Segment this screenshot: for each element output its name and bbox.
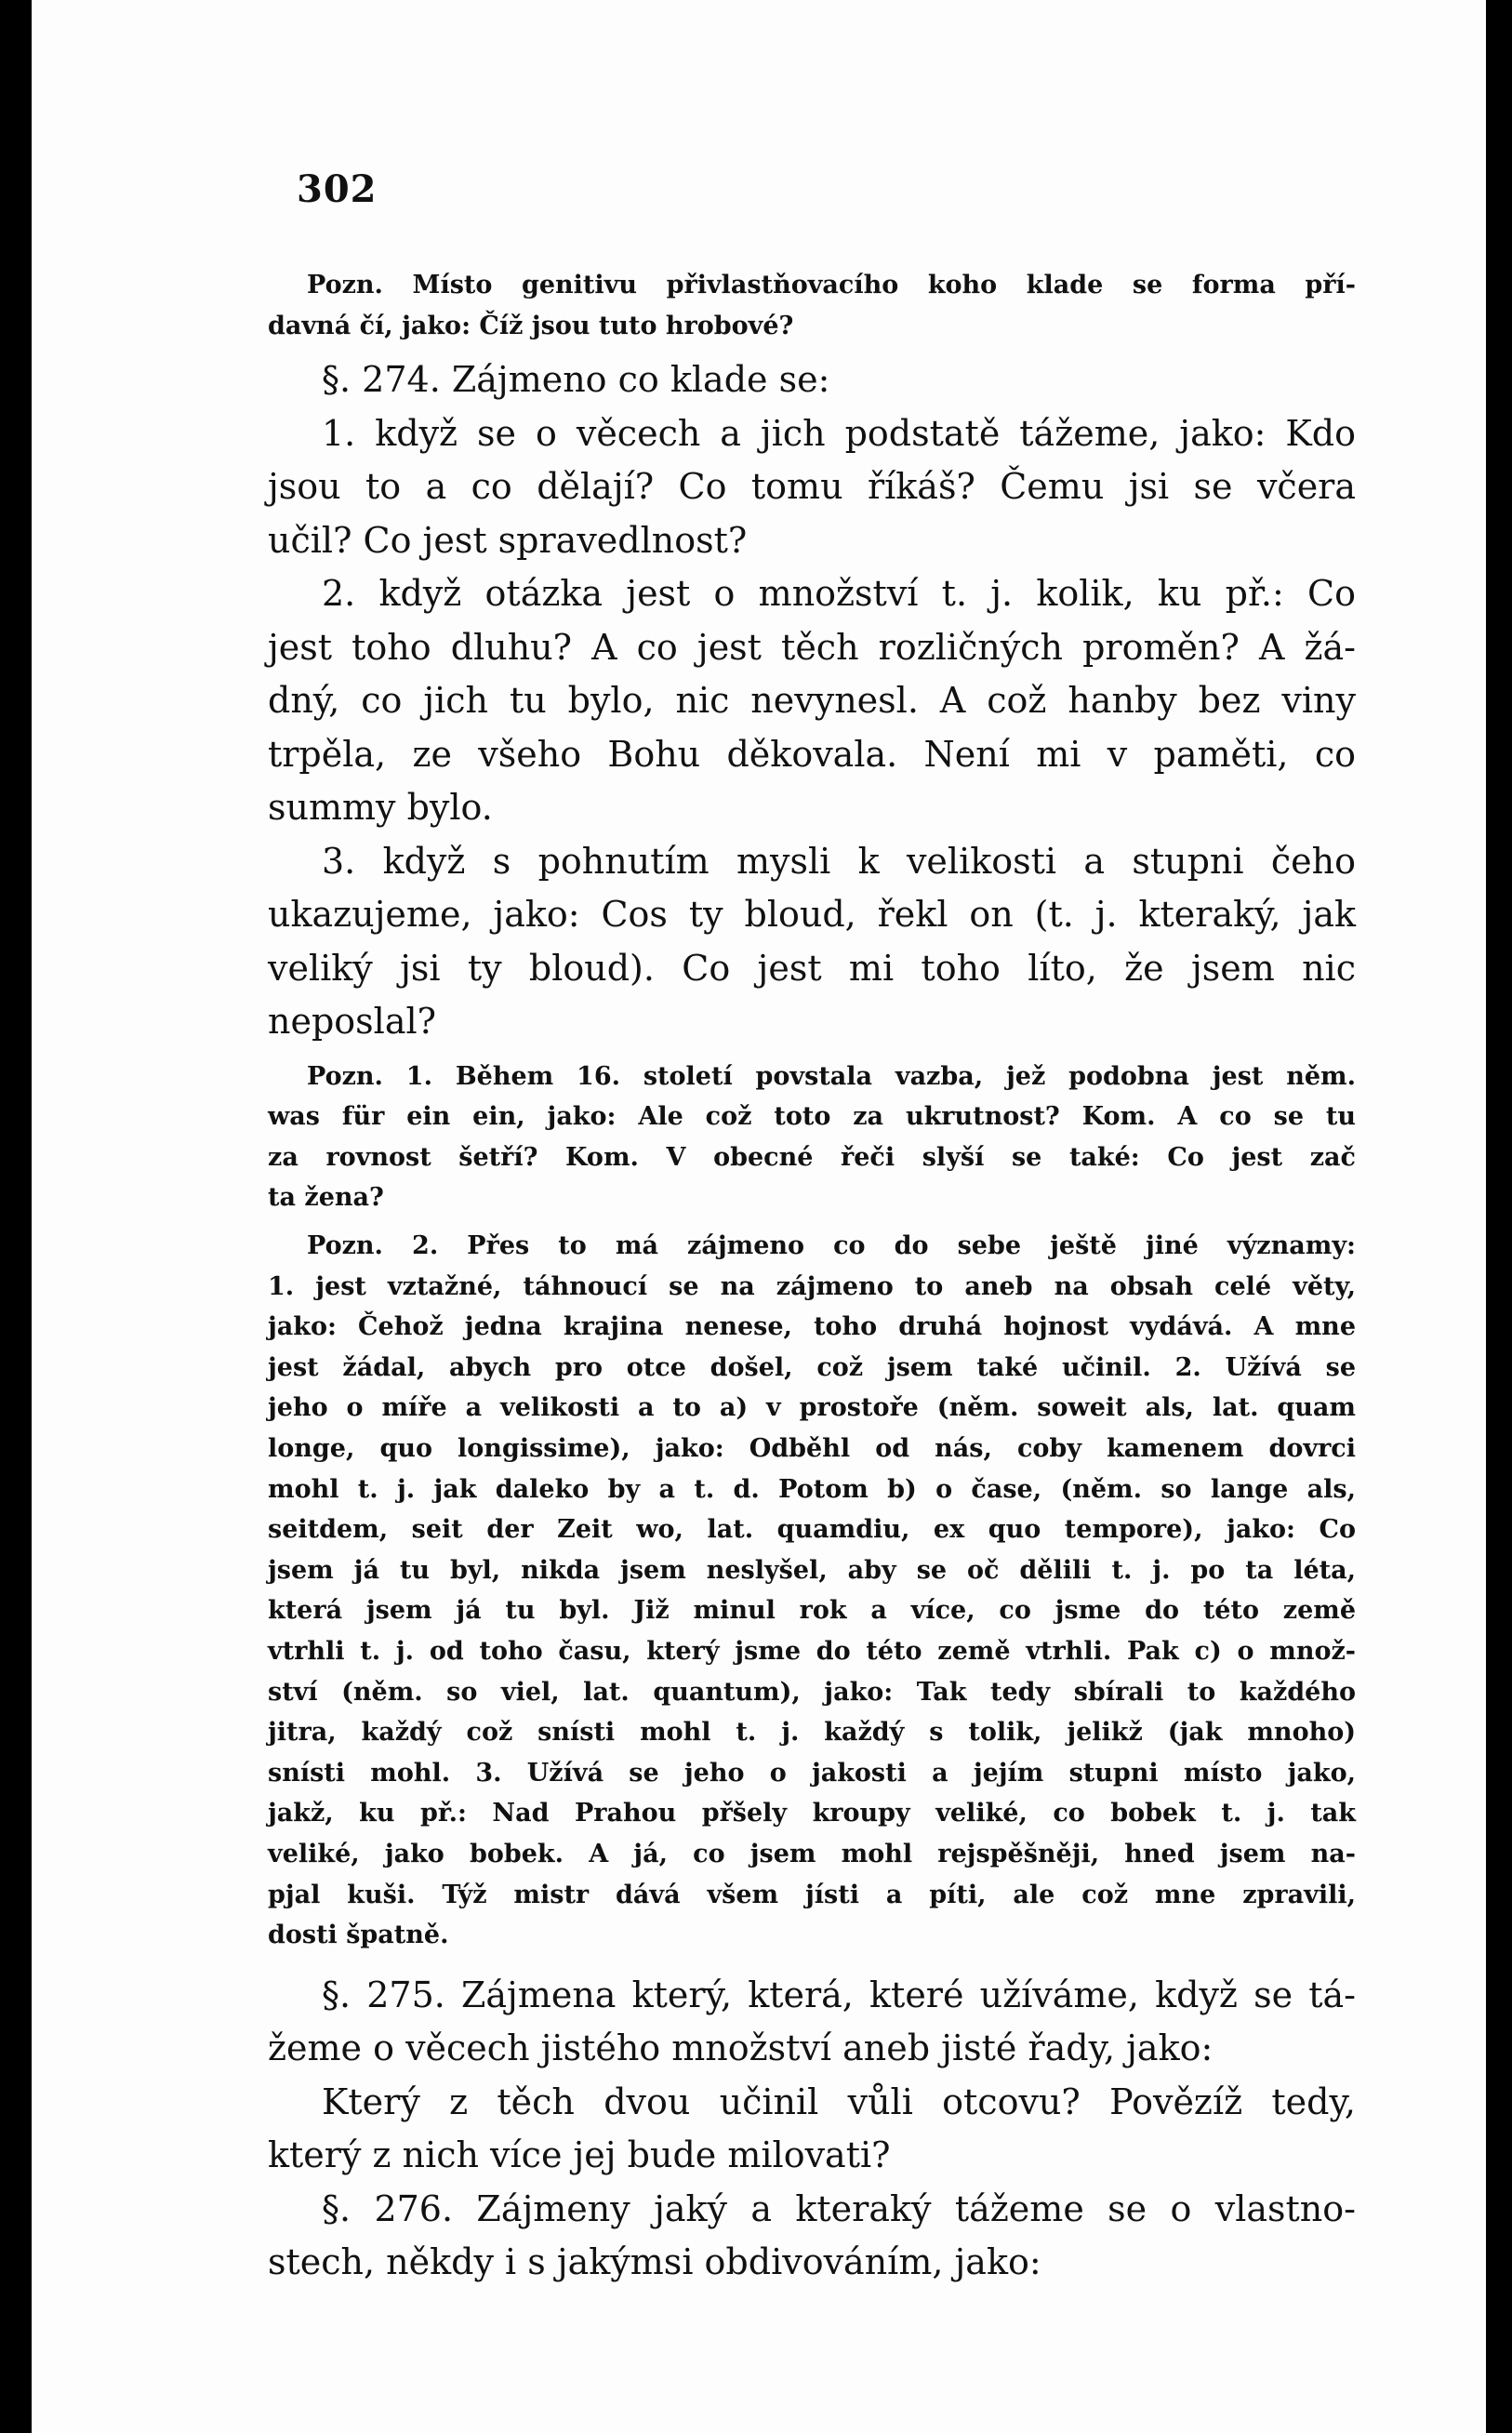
scan-border-left — [0, 0, 32, 2433]
section-heading: §. 274. Zájmeno co klade se: — [322, 359, 830, 401]
note-line: ta žena? — [268, 1183, 384, 1213]
note-line: Pozn. Místo genitivu přivlastňovacího koho klade se forma pří- — [307, 271, 1356, 299]
body-line: jsou to a co dělají? Co tomu říkáš? Čemu jsi se včera — [268, 466, 1356, 508]
section-heading: §. 276. Zájmeny jaký a kteraký tážeme se o vlastno- — [322, 2187, 1356, 2229]
note-line: jeho o míře a velikosti a to a) v prostoře (něm. soweit als, lat. quam — [268, 1393, 1356, 1423]
body-line: učil? Co jest spravedlnost? — [268, 519, 748, 561]
note-1 — [268, 1057, 1356, 1218]
note-line: ství (něm. so viel, lat. quantum), jako: Tak tedy sbírali to každého — [268, 1677, 1356, 1707]
body-line: neposlal? — [268, 1001, 437, 1043]
body-line: 3. když s pohnutím mysli k velikosti a stupni čeho — [322, 840, 1356, 882]
note-line: Pozn. 2. Přes to má zájmeno co do sebe ještě jiné významy: — [307, 1231, 1356, 1261]
page-text — [268, 265, 1356, 2290]
note-line: davná čí, jako: Číž jsou tuto hrobové? — [268, 311, 794, 340]
body-line: trpěla, ze všeho Bohu děkovala. Není mi v paměti, co — [268, 733, 1356, 775]
note-line: dosti špatně. — [268, 1921, 449, 1950]
body-line: stech, někdy i s jakýmsi obdivováním, jako: — [268, 2241, 1041, 2283]
section-heading: §. 275. Zájmena který, která, které užíváme, když se tá- — [322, 1974, 1356, 2015]
note-line: veliké, jako bobek. A já, co jsem mohl rejspěšněji, hned jsem na- — [268, 1839, 1356, 1868]
note-line: was für ein ein, jako: Ale což toto za ukrutnost? Kom. A co se tu — [268, 1102, 1356, 1132]
body-line: dný, co jich tu bylo, nic nevynesl. A což hanby bez viny — [268, 680, 1356, 722]
body-line: žeme o věcech jistého množství aneb jisté řady, jako: — [268, 2028, 1214, 2069]
note-2 — [268, 1226, 1356, 1956]
body-line: Který z těch dvou učinil vůli otcovu? Povězíž tedy, — [322, 2081, 1356, 2122]
body-line: ukazujeme, jako: Cos ty bloud, řekl on (t. j. kteraký, jak — [268, 894, 1356, 936]
body-line: jest toho dluhu? A co jest těch rozličných proměn? A žá- — [268, 626, 1356, 668]
body-line: summy bylo. — [268, 787, 493, 829]
section-276 — [268, 2183, 1356, 2290]
body-line: který z nich více jej bude milovati? — [268, 2134, 891, 2176]
note-line: jsem já tu byl, nikda jsem neslyšel, aby se oč dělili t. j. po ta léta, — [268, 1555, 1356, 1585]
body-line: 2. když otázka jest o množství t. j. kolik, ku př.: Co — [322, 573, 1356, 615]
section-274 — [268, 353, 1356, 1049]
note-genitive — [268, 265, 1356, 346]
note-line: jako: Čehož jedna krajina nenese, toho druhá hojnost vydává. A mne — [268, 1312, 1356, 1342]
body-line: veliký jsi ty bloud). Co jest mi toho líto, že jsem nic — [268, 947, 1356, 989]
body-line: 1. když se o věcech a jich podstatě tážeme, jako: Kdo — [322, 412, 1356, 454]
note-line: seitdem, seit der Zeit wo, lat. quamdiu, ex quo tempore), jako: Co — [268, 1515, 1356, 1545]
note-line: longe, quo longissime), jako: Odběhl od nás, coby kamenem dovrci — [268, 1434, 1356, 1464]
page-number: 302 — [297, 167, 378, 211]
note-line: jitra, každý což snísti mohl t. j. každý s tolik, jelikž (jak mnoho) — [268, 1718, 1356, 1748]
note-line: vtrhli t. j. od toho času, který jsme do této země vtrhli. Pak c) o množ- — [268, 1637, 1356, 1666]
section-275 — [268, 1969, 1356, 2183]
note-line: za rovnost šetří? Kom. V obecné řeči slyší se také: Co jest zač — [268, 1142, 1356, 1172]
note-line: snísti mohl. 3. Užívá se jeho o jakosti a jejím stupni místo jako, — [268, 1758, 1356, 1788]
note-line: jakž, ku př.: Nad Prahou přšely kroupy veliké, co bobek t. j. tak — [268, 1799, 1356, 1828]
note-line: jest žádal, abych pro otce došel, což jsem také učinil. 2. Užívá se — [268, 1352, 1356, 1382]
note-line: Pozn. 1. Během 16. století povstala vazba, jež podobna jest něm. — [307, 1061, 1356, 1091]
scan-border-right — [1486, 0, 1512, 2433]
note-line: která jsem já tu byl. Již minul rok a více, co jsme do této země — [268, 1596, 1356, 1626]
note-line: pjal kuši. Týž mistr dává všem jísti a píti, ale což mne zpravili, — [268, 1880, 1356, 1909]
note-line: 1. jest vztažné, táhnoucí se na zájmeno to aneb na obsah celé věty, — [268, 1271, 1356, 1301]
note-line: mohl t. j. jak daleko by a t. d. Potom b) o čase, (něm. so lange als, — [268, 1474, 1356, 1504]
